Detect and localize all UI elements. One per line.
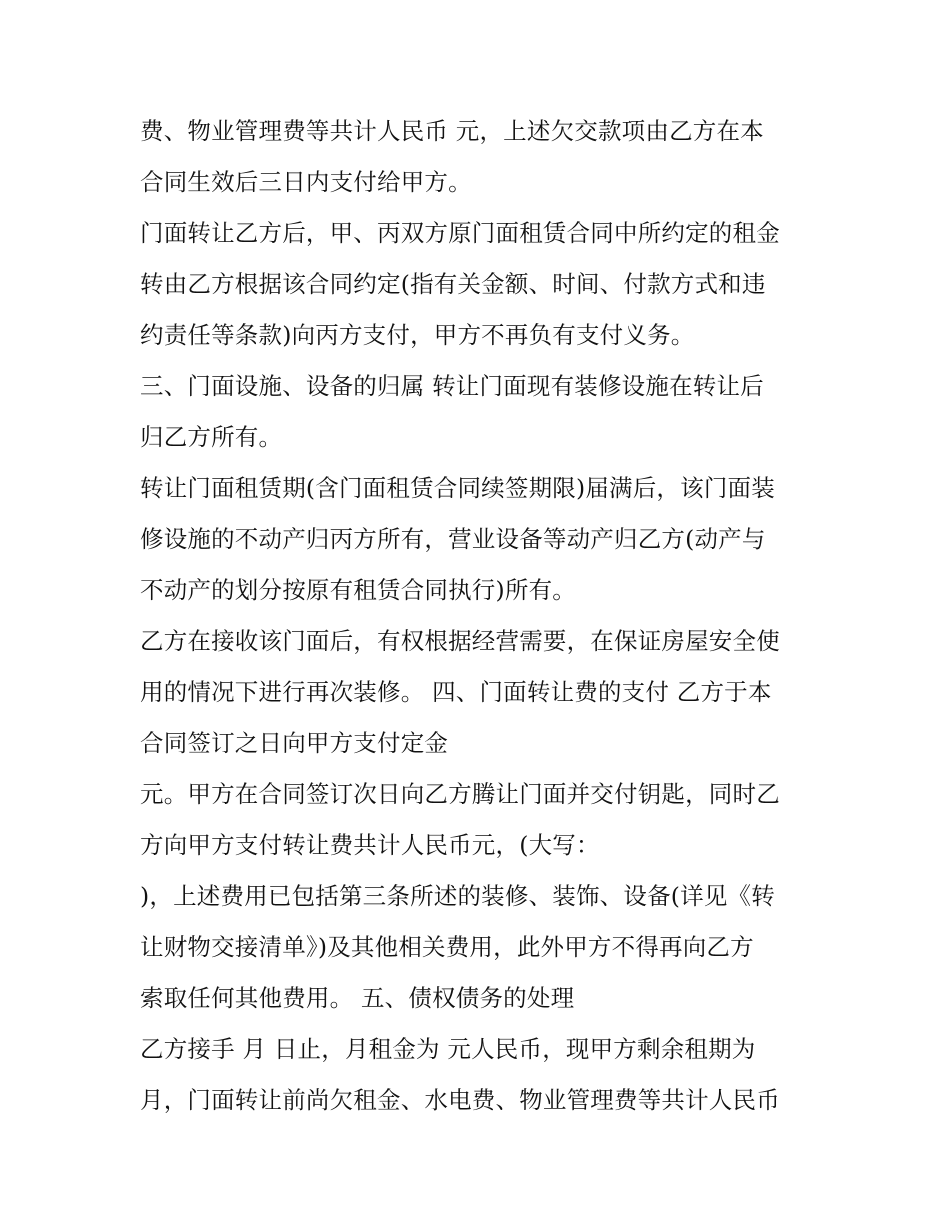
text-line: 约责任等条款)向丙方支付，甲方不再负有支付义务。 (140, 321, 695, 349)
text-line: 合同生效后三日内支付给甲方。 (140, 168, 472, 196)
text-line: 合同签订之日向甲方支付定金 (140, 729, 449, 757)
text-line: 费、物业管理费等共计人民币 元，上述欠交款项由乙方在本 (140, 117, 764, 145)
text-line: 转让门面租赁期(含门面租赁合同续签期限)届满后，该门面装 (140, 474, 775, 502)
text-line: 元。甲方在合同签订次日向乙方腾让门面并交付钥匙，同时乙 (140, 780, 780, 808)
text-line: 月，门面转让前尚欠租金、水电费、物业管理费等共计人民币 (140, 1086, 780, 1114)
text-line: 乙方接手 月 日止，月租金为 元人民币，现甲方剩余租期为 (140, 1035, 756, 1063)
text-line: 门面转让乙方后，甲、丙双方原门面租赁合同中所约定的租金 (140, 219, 780, 247)
text-line: 让财物交接清单》)及其他相关费用，此外甲方不得再向乙方 (140, 933, 754, 961)
text-line: 修设施的不动产归丙方所有，营业设备等动产归乙方(动产与 (140, 525, 766, 553)
text-line: 三、门面设施、设备的归属 转让门面现有装修设施在转让后 (140, 372, 764, 400)
text-line: 索取任何其他费用。 五、债权债务的处理 (140, 984, 575, 1012)
text-line: 乙方在接收该门面后，有权根据经营需要，在保证房屋安全使 (140, 627, 780, 655)
text-line: 归乙方所有。 (140, 423, 283, 451)
text-line: 转由乙方根据该合同约定(指有关金额、时间、付款方式和违 (140, 270, 766, 298)
text-line: 不动产的划分按原有租赁合同执行)所有。 (140, 576, 576, 604)
document-body (140, 106, 830, 1126)
text-line: 方向甲方支付转让费共计人民币元，(大写： (140, 831, 600, 859)
text-line: 用的情况下进行再次装修。 四、门面转让费的支付 乙方于本 (140, 678, 772, 706)
text-line: )，上述费用已包括第三条所述的装修、装饰、设备(详见《转 (140, 882, 775, 910)
